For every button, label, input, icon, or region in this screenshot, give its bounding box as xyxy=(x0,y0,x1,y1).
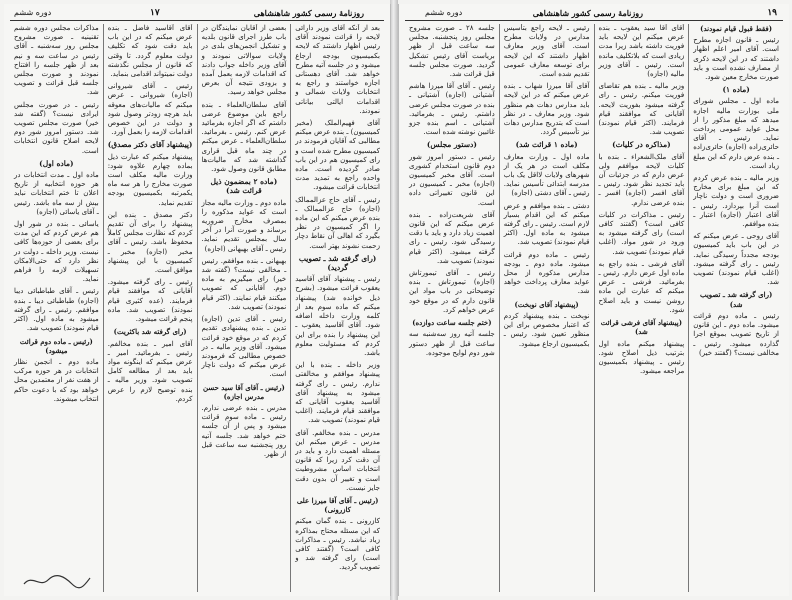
paragraph: ماده اول ـ مدت انتخابات در هر حوزه انتخابیه از تاریخ اعلان تا ختم انتخابات نباید بیش از سه ماه باشد. رئیس ـ آقای یاسائی (اجازه) xyxy=(14,171,99,216)
text-column xyxy=(290,24,384,592)
paragraph: رئیس ـ آقای تدین (اجازه) تدین ـ بنده پیشنهادی تقدیم کردم که در موقع خود قرائت میشود. آقای وزیر مالیه ـ در خصوص مطالبی که فرمودند عرض میکنم که دولت ناچار است. xyxy=(201,315,287,379)
text-column xyxy=(688,24,783,592)
paragraph: ماده اول ـ مجلس شورای ملی بوزارت مالیه اجازه میدهد که مبلغ مذکور را از محل عواید عمومی پرداخت نماید. رئیس ـ آقای حائری‌زاده (اجازه) حائری‌زاده ـ بنده عرض دارم که این مبلغ زیاد است. xyxy=(693,97,779,170)
paragraph: وزیر مالیه ـ بنده هم تقاضای فوریت میکنم. رئیس ـ رای گرفته میشود بفوریت لایحه. آقایانی که موافقند قیام فرمایند. (اکثر قیام نمودند) تصویب شد. xyxy=(598,82,685,137)
left-page-header xyxy=(10,6,384,21)
paragraph: آقای ملک‌الشعراء ـ بنده با کلیات لایحه موافقم ولی عرض دارم که در جزئیات آن باید تجدید نظر شود. رئیس ـ آقای افسر (اجازه) افسر ـ بنده عرضی ندارم. xyxy=(598,152,685,207)
page-title: روزنامهٔ رسمی کشور شاهنشاهی xyxy=(532,8,643,18)
paragraph: یاسائی ـ بنده در شور اول هم عرض کردم که این مدت برای بعضی از حوزه‌ها کافی نیست. وزیر داخله ـ دولت در نظر دارد که حتی‌الامکان تسهیلات لازمه را فراهم نماید. xyxy=(14,220,99,284)
paragraph: آقای شریعت‌زاده ـ بنده عرض میکنم که این قانون اهمیت زیاد دارد و باید با دقت رسیدگی شود. رئیس ـ رای گرفته میشود. (اکثر قیام نمودند) تصویب شد. xyxy=(409,210,495,265)
left-page xyxy=(4,4,391,596)
paragraph: پیشنهاد میکنم که عبارت ذیل بماده چهارم علاوه شود: وزارت مالیه مکلف است صورت مخارج را هر سه ماه یکمرتبه بکمیسیون بودجه تقدیم نماید. xyxy=(107,152,193,207)
paragraph: بعضی از آقایان نمایندگان در باب طرز اجرای قانون بلدیه و تشکیل انجمن‌های بلدی در ولایات سوالاتی نمودند و آقای وزیر داخله جواب دادند که اقدامات لازمه بعمل آمده و بزودی نتیجه آن بعرض مجلس خواهد رسید. xyxy=(201,24,287,97)
paragraph: پیشنهاد میکنم ماده اول بترتیب ذیل اصلاح شود. رئیس ـ پیشنهاد بکمیسیون مراجعه میشود. xyxy=(598,339,685,376)
paragraph: مذاکرات مجلس دوره ششم تقنینیه ـ صورت مشروح مجلس روز سه‌شنبه ـ آقای رئیس در ساعت سه و نیم بعد از ظهر جلسه را افتتاح نمودند و صورت مجلس جلسه قبل قرائت و تصویب شد. xyxy=(14,24,99,97)
page-number: ١٩ xyxy=(767,8,777,18)
section-heading: (فقط قبول قیام نمودند) xyxy=(700,24,773,33)
paragraph: وزیر مالیه ـ بنده عرض کردم که این مبلغ برای مخارج ضروری است و دولت ناچار است آنرا بپردازد. رئیس ـ آقای اعتبار (اجازه) اعتبار ـ بنده موافقم. xyxy=(693,174,779,229)
section-heading: (پیشنهاد آقای نوبخت) xyxy=(514,299,579,309)
paragraph: رئیس ـ ماده دوم قرائت میشود. ماده دوم ـ این قانون از تاریخ تصویب بموقع اجرا گذارده میشود. رئیس ـ مخالفی نیست؟ (گفتند خیر) xyxy=(693,311,779,357)
paragraph: جلسه آتیه روز سه‌شنبه سه ساعت قبل از ظهر دستور شور دوم لوایح موجوده. xyxy=(409,330,495,357)
paragraph: ماده اول ـ وزارت معارف مکلف است در هر یک از شهرهای ولایات لااقل یک باب مدرسه ابتدائی تأسیس نماید. رئیس ـ آقای دشتی (اجازه) xyxy=(503,152,590,198)
section-heading: (رئیس ـ ماده دوم قرائت میشود) xyxy=(19,336,93,355)
text-column xyxy=(594,24,689,592)
text-column xyxy=(103,24,197,592)
paragraph: بعد از آنکه آقای وزیر دارائی لایحه را قرائت نمودند آقای رئیس اظهار داشتند که لایحه بکمیسیون بودجه ارجاع میشود و در جلسه آتیه مطرح خواهد شد. آقای دهستانی اجازه خواستند و راجع به انتخابات ولایات شمالی و اقدامات ایالتی بیاناتی نمودند. xyxy=(295,24,380,115)
right-columns xyxy=(405,24,783,592)
paragraph: آقای فهیم‌الملک (مخبر کمیسیون) ـ بنده عرض میکنم مطالبی که آقایان فرمودند در کمیسیون مطرح شده است و رای کمیسیون هم در این باب صادر گردیده است. ماده واحده راجع به تمدید مدت انتخابات قرائت میشود. xyxy=(295,119,380,192)
page-title: روزنامهٔ رسمی کشور شاهنشاهی xyxy=(253,8,364,18)
paragraph: آقای فرشی ـ بنده راجع به ماده اول عرض دارم. رئیس ـ بفرمائید. فرشی ـ عرض میکنم که عبارت این ماده روشن نیست و باید اصلاح شود. xyxy=(598,259,685,314)
paragraph: آقای امیر ـ بنده مخالفم. رئیس ـ بفرمائید. امیر ـ عرض میکنم که اینگونه مواد باید بعد از مطالعه کامل تصویب شود. وزیر مالیه ـ بنده توضیح لازم را عرض کردم. xyxy=(107,339,193,403)
section-heading: (ماده اول) xyxy=(39,158,74,168)
paragraph: رئیس ـ آقای آقا میرزا هاشم آشتیانی (اجازه) آشتیانی ـ بنده در صورت مجلس عرضی داشتم. رئیس ـ بفرمائید. آشتیانی ـ اسم بنده جزو غائبین نوشته شده است. xyxy=(409,82,495,137)
paragraph: رئیس ـ رای گرفته میشود. آقایانی که موافقند قیام فرمایند. (عده کثیری قیام نمودند) تصویب شد. ماده پنجم قرائت میشود. xyxy=(107,278,193,324)
paragraph: بهبهانی ـ بنده موافقم. رئیس ـ مخالفی نیست؟ (گفته شد خیر) رای میگیریم به ماده دوم. آقایانی که تصویب میکنند قیام نمایند. (اکثر قیام نمودند) تصویب شد. xyxy=(201,256,287,311)
paragraph: آقای روحی ـ عرض میکنم که در این باب باید کمیسیون بودجه مجدداً رسیدگی نماید. رئیس ـ رای گرفته میشود. (اغلب قیام نمودند) تصویب شد. xyxy=(693,232,779,287)
paragraph: کازرونی ـ بنده گمان میکنم که این مسئله محتاج بمذاکره زیاد نباشد. رئیس ـ مذاکرات کافی است؟ (گفتند کافی است) رای گرفته شد و تصویب گردید. xyxy=(295,517,380,572)
section-heading: (پیشنهاد آقای فرشی قرائت شد) xyxy=(600,318,683,337)
text-column xyxy=(405,24,499,592)
section-heading: (دستور مجلس) xyxy=(426,140,477,150)
paragraph: وزیر داخله ـ بنده با این پیشنهاد موافقم و مخالفتی ندارم. رئیس ـ رای گرفته میشود به پیشنهاد آقای آقاسید یعقوب آقایانی که موافقند قیام فرمایند. (اغلب قیام نمودند) تصویب شد. xyxy=(295,361,380,425)
section-heading: (رئیس ـ آقای آقا میرزا علی کازرونی) xyxy=(296,495,379,515)
paragraph: ماده دوم ـ وزارت مالیه مجاز است که عواید مذکوره را بمصرف مخارج ضروریه برساند و صورت آنرا در آخر سال بمجلس تقدیم نماید. رئیس ـ آقای بهبهانی (اجازه) xyxy=(201,198,287,253)
paragraph: رئیس ـ پیشنهاد آقای آقاسید یعقوب قرائت میشود. (بشرح ذیل خوانده شد) پیشنهاد میکنم که ماده سوم بعد از کلمه وزارت داخله اضافه شود. آقای آقاسید یعقوب ـ این پیشنهاد را بنده برای این کردم که مسئولیت معلوم باشد. xyxy=(295,275,380,357)
section-heading: (ماده ۲ بمضمون ذیل قرائت شد) xyxy=(210,177,278,196)
paragraph: آقای سلطان‌العلماء ـ بنده راجع باین موضوع عرضی داشتم که اگر اجازه بفرمائید عرض کنم. رئیس ـ بفرمائید. سلطان‌العلماء ـ عرض میکنم در چند ماه قبل قراری گذاشته شد که مالیات‌ها مطابق قانون وصول شود. xyxy=(201,100,287,174)
section-heading: (ختم جلسه ساعت دوازده) xyxy=(412,318,492,328)
binding-gutter xyxy=(390,0,398,600)
paragraph: جلسه ۲۸ ـ صورت مشروح مجلس روز پنجشنبه. مجلس سه ساعت قبل از ظهر بریاست آقای رئیس تشکیل گردید. صورت مجلس جلسه قبل قرائت شد. xyxy=(409,24,495,79)
paragraph: رئیس ـ آقای شیروانی (اجازه) شیروانی ـ عرض میکنم که مالیات‌های معوقه باید هرچه زودتر وصول شود و دولت در این خصوص اقدامات لازمه را بعمل آورد. xyxy=(107,82,193,137)
paragraph: رئیس ـ دستور امروز شور دوم قانون استخدام کشوری است. آقای مخبر کمیسیون (اجازه) مخبر ـ کمیسیون در این قانون تغییراتی داده است. xyxy=(409,152,495,207)
section-heading: (ماده ۱ قرائت شد) xyxy=(515,140,578,150)
section-heading: (رای گرفته شد باکثریت) xyxy=(113,327,187,337)
section-heading: (پیشنهاد آقای دکتر مصدق) xyxy=(107,140,193,150)
paragraph: رئیس ـ ماده دوم قرائت میشود. ماده دوم ـ بودجه مدارس مذکوره از محل عواید معارف پرداخت خواهد شد. xyxy=(503,250,590,296)
left-columns xyxy=(10,24,384,592)
paragraph: آقای آقاسید فاضل ـ بنده عرض میکنم که در این باب باید دقت شود که تکلیف دولت معلوم گردد. تا وقتی که قانون از مجلس نگذشته دولت نمیتواند اقدامی بنماید. xyxy=(107,24,193,79)
paragraph: مدرس ـ بنده مخالفم. آقای مدرس ـ عرض میکنم این مسئله اهمیت دارد و باید در آن دقت کرد زیرا که قانون انتخابات اساس مشروطیت است و تغییر آن بدون دقت جایز نیست. xyxy=(295,428,380,492)
section-heading: (رای گرفته شد ـ تصویب شد) xyxy=(699,290,773,309)
paragraph: رئیس ـ آقای تیمورتاش (اجازه) تیمورتاش ـ بنده توضیحاتی در باب مواد این قانون دارم که در موقع خود عرض خواهم کرد. xyxy=(409,269,495,314)
handwritten-note-icon xyxy=(22,572,92,590)
text-column xyxy=(10,24,103,592)
paragraph: رئیس ـ آقای طباطبائی دیبا (اجازه) طباطبائی دیبا ـ بنده موافقم. رئیس ـ رای گرفته میشود به ماده اول. (اکثر قیام نمودند) تصویب شد. xyxy=(14,287,99,333)
paragraph: دشتی ـ بنده موافقم و عرض میکنم که این اقدام بسیار لازم است. رئیس ـ رای گرفته میشود به ماده اول. (اکثر قیام نمودند) تصویب شد. xyxy=(503,201,590,247)
paragraph: مدرس ـ بنده عرضی ندارم. رئیس ـ ماده سوم قرائت میشود و پس از آن جلسه ختم خواهد شد. جلسه آتیه روز پنجشنبه سه ساعت قبل از ظهر. xyxy=(201,403,287,458)
right-page xyxy=(398,4,789,596)
paragraph: رئیس ـ آقای حاج عزالممالک (اجازه) حاج عزالممالک ـ بنده عرض میکنم که این ماده را اگر کمیسیون در نظر بگیرد که اهالی آن نقاط دچار زحمت نشوند بهتر است. xyxy=(295,195,380,250)
paragraph: آقای آقا میرزا شهاب ـ بنده عرض میکنم که در این لایحه باید مدارس دهات هم منظور شود. وزیر معارف ـ در نظر است که بتدریج مدارس دهات نیز تأسیس گردد. xyxy=(503,82,590,137)
paragraph: رئیس ـ قانون اجازه مطرح است. آقای امیر اعلم اظهار داشتند که در این لایحه ذکری از مصارف نشده است و باید صورت مخارج معین شود. xyxy=(693,36,779,82)
paragraph: نوبخت ـ بنده پیشنهاد کردم که اعتبار مخصوص برای این منظور تعیین شود. رئیس ـ بکمیسیون ارجاع میشود. xyxy=(503,311,590,348)
section-heading: (رای گرفته شد ـ تصویب گردید) xyxy=(298,253,377,273)
paragraph: رئیس ـ در صورت مجلس ایرادی نیست؟ (گفته شد خیر) صورت مجلس تصویب شد. دستور امروز شور دوم لایحه اصلاح قانون انتخابات است. xyxy=(14,100,99,155)
section-heading: (ماده ۱) xyxy=(722,85,750,95)
paragraph: رئیس ـ لایحه راجع بتأسیس مدارس در ولایات مطرح است. آقای وزیر معارف اظهار داشتند که این لایحه برای توسعه معارف عمومی تقدیم شده است. xyxy=(503,24,590,79)
text-column xyxy=(197,24,291,592)
page-date: دوره ششم xyxy=(425,8,463,17)
paragraph: ماده دوم ـ انجمن نظار انتخابات در هر حوزه مرکب از هفت نفر از معتمدین محل خواهد بود که با دعوت حاکم انتخاب میشوند. xyxy=(14,357,99,403)
paragraph: رئیس ـ مذاکرات در کلیات کافی است؟ (گفتند کافی است) رای گرفته میشود به ورود در شور مواد. (اغلب قیام نمودند) تصویب شد. xyxy=(598,210,685,256)
paragraph: آقای آقا سید یعقوب ـ بنده عرض میکنم این لایحه باید فوریت داشته باشد زیرا مدت زیادی است که بلاتکلیف مانده است. رئیس ـ آقای وزیر مالیه (اجازه) xyxy=(598,24,685,79)
paragraph: دکتر مصدق ـ بنده این پیشنهاد را برای آن تقدیم کردم که نظارت مجلس کاملاً محفوظ باشد. رئیس ـ آقای مخبر (اجازه) مخبر ـ کمیسیون با این پیشنهاد موافق است. xyxy=(107,210,193,275)
page-date: دوره ششم xyxy=(14,8,52,17)
page-number: ١٧ xyxy=(150,8,160,18)
section-heading: (مذاکره در کلیات) xyxy=(612,140,671,150)
text-column xyxy=(499,24,594,592)
right-page-header xyxy=(405,6,783,21)
section-heading: (رئیس ـ آقای آقا سید حسن مدرس اجازه) xyxy=(202,382,285,401)
